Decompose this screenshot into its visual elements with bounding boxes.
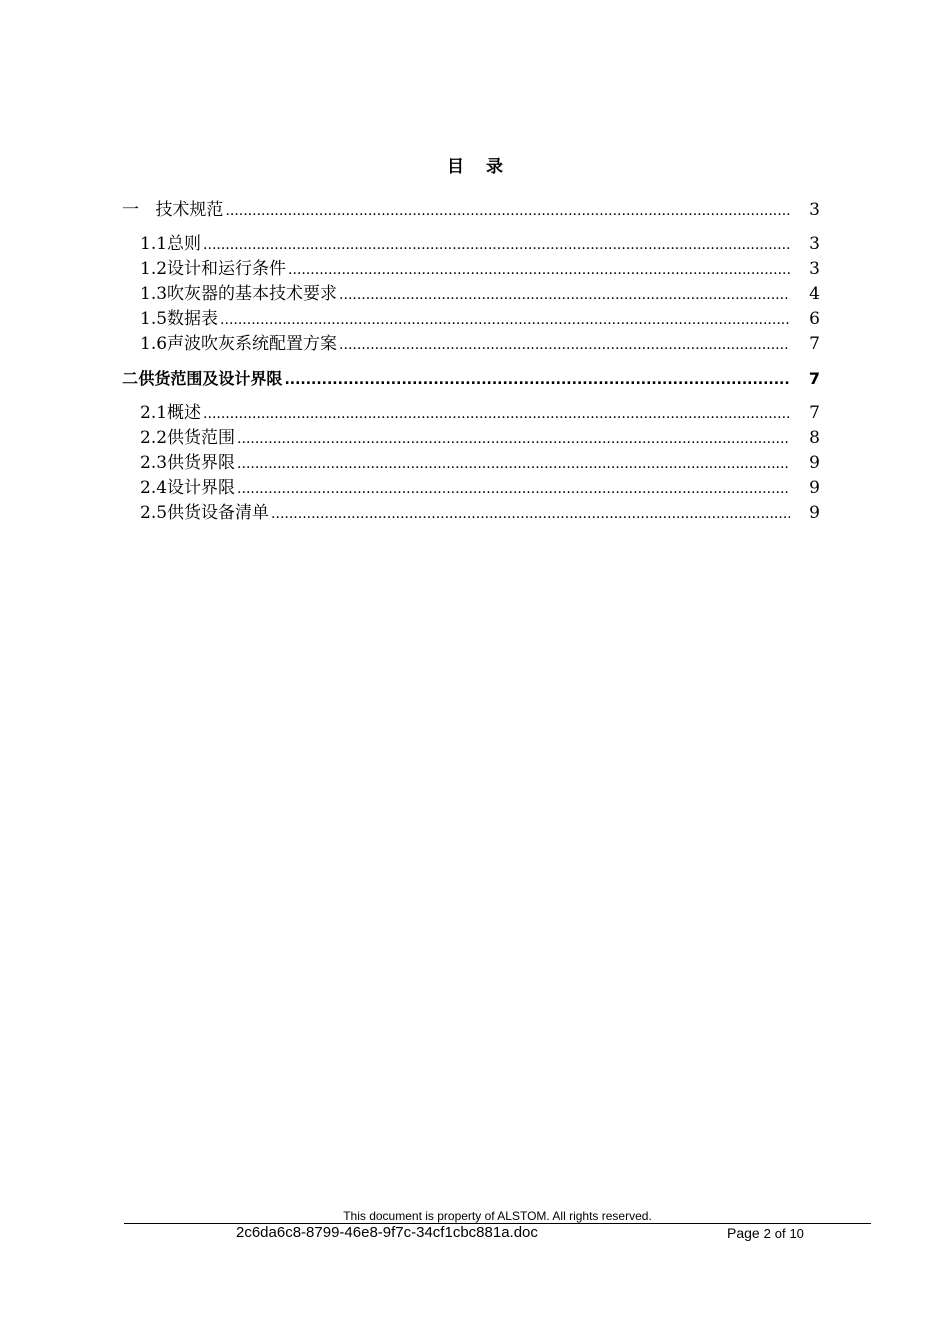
toc-entry[interactable] xyxy=(122,257,820,281)
toc-entry[interactable] xyxy=(122,332,820,356)
toc-entry-number: 2.1 xyxy=(140,403,168,423)
property-notice: This document is property of ALSTOM. All rights reserved. xyxy=(343,1209,652,1223)
toc-entry-title[interactable]: 设计和运行条件 xyxy=(167,259,287,279)
toc-entry-title[interactable]: 概述 xyxy=(167,403,202,423)
toc-entry[interactable] xyxy=(122,401,820,425)
toc-entry-page[interactable]: 9 xyxy=(809,503,820,523)
toc-dot-leader xyxy=(271,502,790,526)
toc-entry-title[interactable]: 设计界限 xyxy=(167,478,236,498)
toc-dot-leader xyxy=(220,308,790,332)
toc-dot-leader xyxy=(237,452,790,476)
toc-entry[interactable] xyxy=(122,232,820,256)
toc-entry-title[interactable]: 声波吹灰系统配置方案 xyxy=(167,334,338,354)
toc-entry-number: 2.5 xyxy=(140,503,168,523)
toc-entry-number: 1.2 xyxy=(140,259,168,279)
toc-heading-char-1: 目 xyxy=(447,157,464,177)
document-filename: 2c6da6c8-8799-46e8-9f7c-34cf1cbc881a.doc xyxy=(236,1224,538,1241)
toc-heading xyxy=(0,152,950,177)
toc-entry-page[interactable]: 7 xyxy=(809,403,820,423)
toc-entry-page[interactable]: 3 xyxy=(809,200,820,220)
toc-entry-page[interactable]: 4 xyxy=(809,284,820,304)
toc-entry-number: 二 xyxy=(122,369,139,388)
toc-entry[interactable] xyxy=(122,367,820,391)
toc-entry-number: 2.4 xyxy=(140,478,168,498)
toc-entry-title[interactable]: 总则 xyxy=(167,234,202,254)
page-label: Page xyxy=(727,1225,760,1241)
toc-entry-title[interactable]: 吹灰器的基本技术要求 xyxy=(167,284,338,304)
toc-entry-number: 1.1 xyxy=(140,234,168,254)
toc-dot-leader xyxy=(237,477,790,501)
toc-entry-page[interactable]: 3 xyxy=(809,259,820,279)
toc-entry-title[interactable]: 供货界限 xyxy=(167,453,236,473)
toc-entry[interactable] xyxy=(122,501,820,525)
toc-entry-page[interactable]: 6 xyxy=(809,309,820,329)
toc-entry[interactable] xyxy=(122,307,820,331)
toc-dot-leader xyxy=(203,233,790,257)
toc-entry-page[interactable]: 9 xyxy=(809,453,820,473)
page-indicator xyxy=(727,1225,804,1241)
toc-entry-page[interactable]: 7 xyxy=(808,369,820,388)
toc-entry-title[interactable]: 技术规范 xyxy=(155,200,224,220)
toc-heading-char-2: 录 xyxy=(486,157,503,177)
toc-entry[interactable] xyxy=(122,426,820,450)
toc-entry-page[interactable]: 9 xyxy=(809,478,820,498)
toc-entry-title[interactable]: 供货范围 xyxy=(167,428,236,448)
toc-entry-title[interactable]: 供货设备清单 xyxy=(167,503,270,523)
toc-entry[interactable] xyxy=(122,198,820,222)
toc-entry-page[interactable]: 3 xyxy=(809,234,820,254)
toc-entry-number: 1.5 xyxy=(140,309,168,329)
toc-dot-leader xyxy=(339,333,790,357)
toc-dot-leader xyxy=(225,199,790,223)
toc-entry-title[interactable]: 数据表 xyxy=(167,309,219,329)
toc-entry[interactable] xyxy=(122,476,820,500)
toc-dot-leader xyxy=(203,402,790,426)
page-of: of xyxy=(774,1226,786,1241)
toc-entry-number: 1.3 xyxy=(140,284,168,304)
toc-entry-page[interactable]: 7 xyxy=(809,334,820,354)
toc-dot-leader xyxy=(237,427,790,451)
toc-dot-leader xyxy=(284,368,790,392)
toc-entry-number: 1.6 xyxy=(140,334,168,354)
toc-entry-title[interactable]: 供货范围及设计界限 xyxy=(138,369,283,388)
toc-entry-number: 2.2 xyxy=(140,428,168,448)
toc-dot-leader xyxy=(288,258,790,282)
toc-entry-page[interactable]: 8 xyxy=(809,428,820,448)
page-number: 2 xyxy=(763,1226,771,1241)
toc-entry[interactable] xyxy=(122,451,820,475)
page-total: 10 xyxy=(789,1226,804,1241)
toc-entry[interactable] xyxy=(122,282,820,306)
toc-entry-number: 2.3 xyxy=(140,453,168,473)
toc-entry-number: 一 xyxy=(122,200,139,220)
toc-dot-leader xyxy=(339,283,790,307)
